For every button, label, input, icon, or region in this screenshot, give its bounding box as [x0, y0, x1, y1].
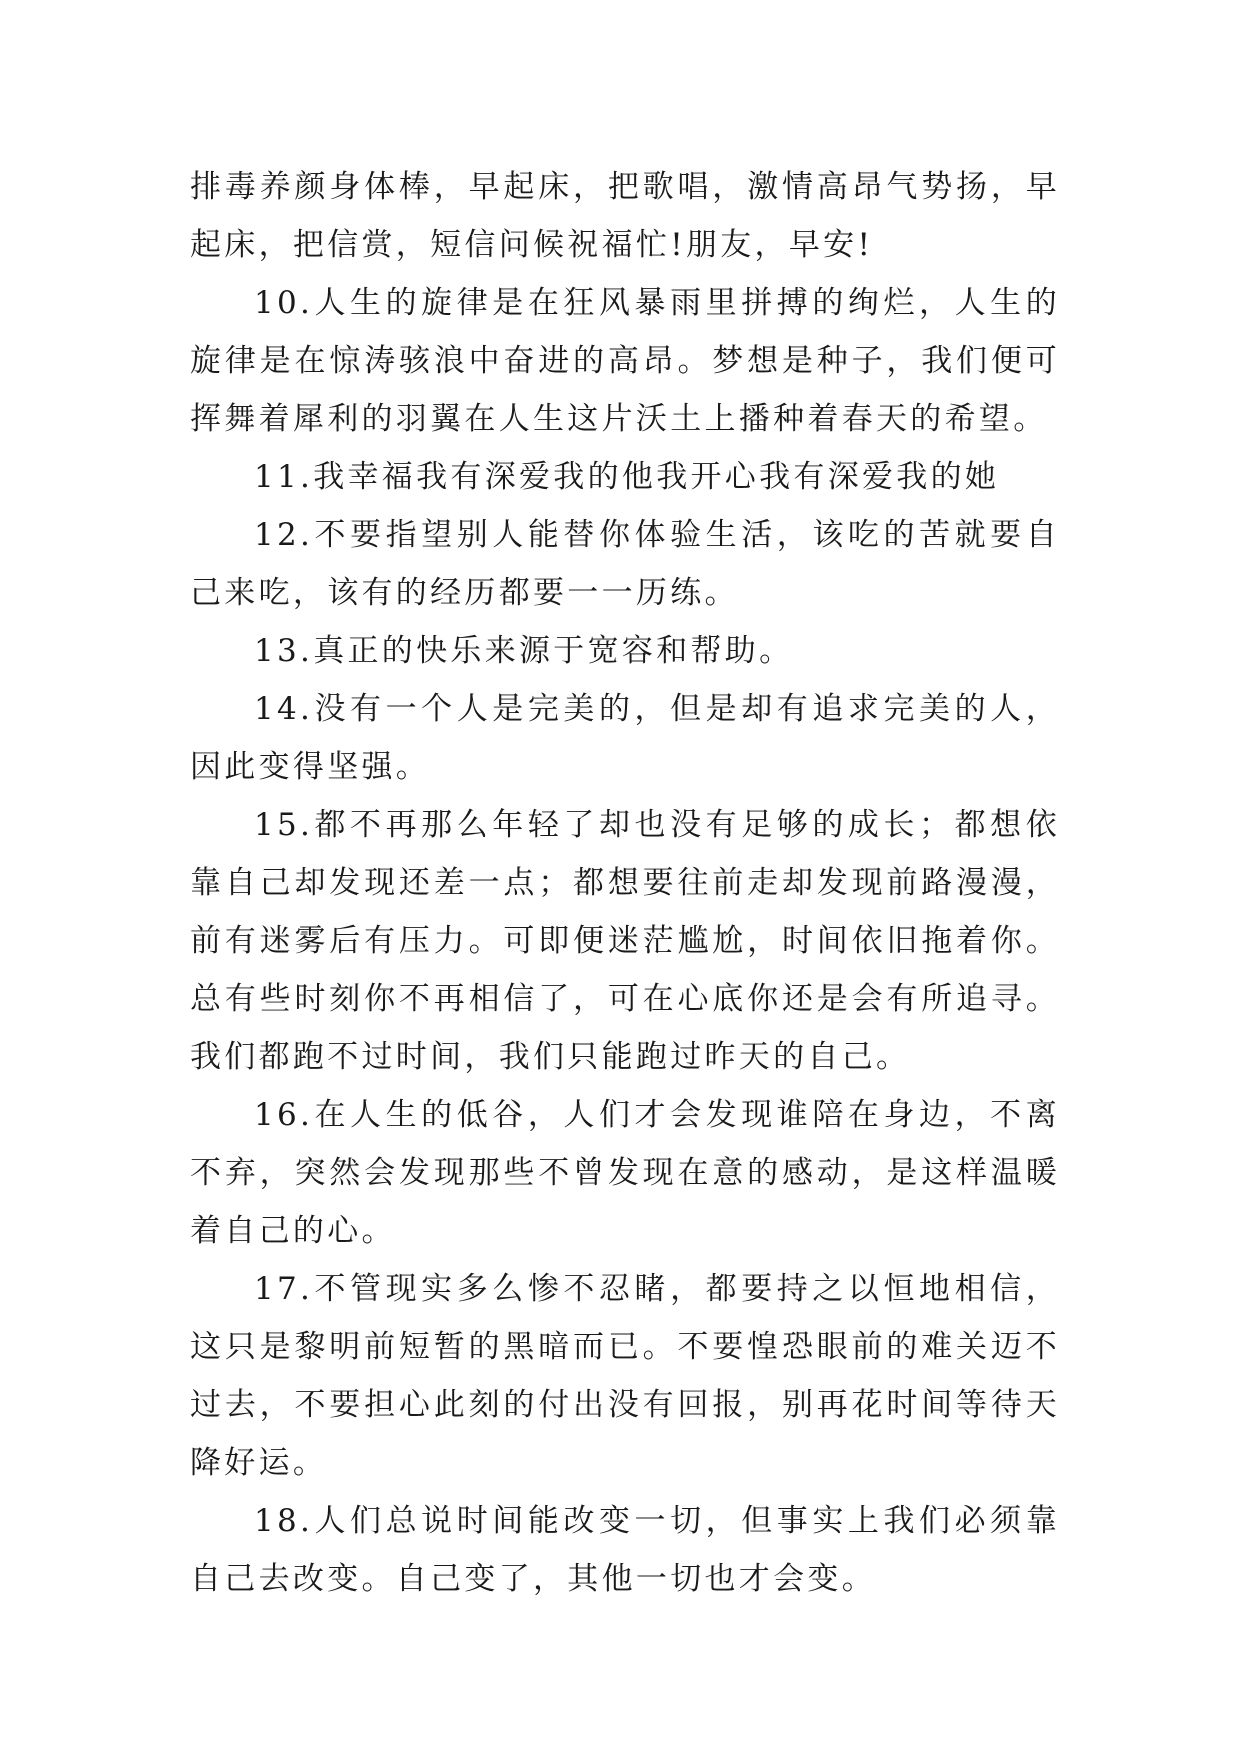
paragraph-11: 11.我幸福我有深爱我的他我开心我有深爱我的她: [254, 459, 1000, 495]
paragraph-15: 15.都不再那么年轻了却也没有足够的成长；都想依靠自己却发现还差一点；都想要往前走却发现前路漫漫，前有迷雾后有压力。可即便迷茫尴尬，时间依旧拖着你。总有些时刻你不再相信了，可在心底你还是会有所追寻。我们都跑不过时间，我们只能跑过昨天的自己。: [190, 807, 1060, 1075]
document-body: [190, 158, 1060, 1608]
paragraph-18: 18.人们总说时间能改变一切，但事实上我们必须靠自己去改变。自己变了，其他一切也才会变。: [190, 1503, 1060, 1597]
paragraph-0: 排毒养颜身体棒，早起床，把歌唱，激情高昂气势扬，早起床，把信赏，短信问候祝福忙!朋友，早安!: [190, 169, 1060, 263]
paragraph-17: 17.不管现实多么惨不忍睹，都要持之以恒地相信，这只是黎明前短暂的黑暗而已。不要惶恐眼前的难关迈不过去，不要担心此刻的付出没有回报，别再花时间等待天降好运。: [190, 1271, 1060, 1481]
paragraph-16: 16.在人生的低谷，人们才会发现谁陪在身边，不离不弃，突然会发现那些不曾发现在意的感动，是这样温暖着自己的心。: [190, 1097, 1060, 1249]
paragraph-10: 10.人生的旋律是在狂风暴雨里拼搏的绚烂，人生的旋律是在惊涛骇浪中奋进的高昂。梦想是种子，我们便可挥舞着犀利的羽翼在人生这片沃土上播种着春天的希望。: [190, 285, 1060, 437]
paragraph-12: 12.不要指望别人能替你体验生活，该吃的苦就要自己来吃，该有的经历都要一一历练。: [190, 517, 1060, 611]
paragraph-13: 13.真正的快乐来源于宽容和帮助。: [254, 633, 794, 669]
paragraph-14: 14.没有一个人是完美的，但是却有追求完美的人，因此变得坚强。: [190, 691, 1060, 785]
